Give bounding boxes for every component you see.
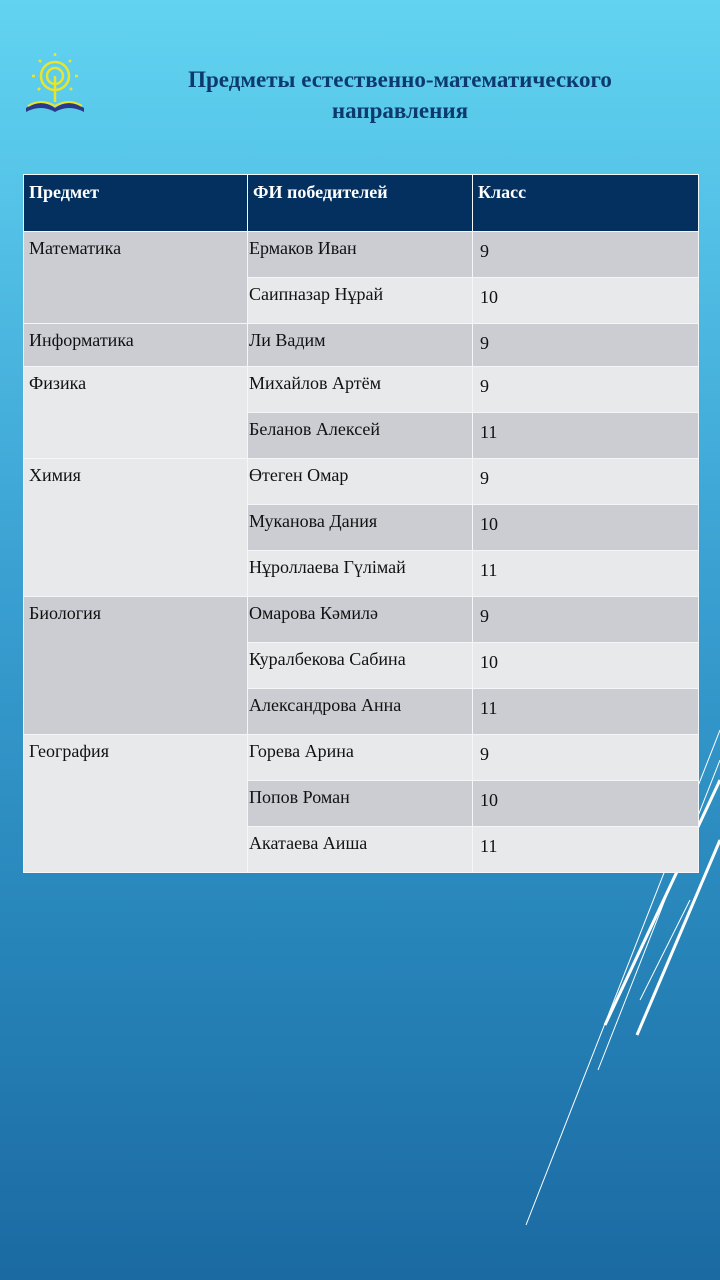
name-cell: Өтеген Омар xyxy=(248,459,473,505)
grade-cell: 11 xyxy=(473,827,699,873)
name-cell: Нұроллаева Гүлімай xyxy=(248,551,473,597)
page-title: Предметы естественно-математического направления xyxy=(188,67,612,123)
table-row xyxy=(24,597,699,643)
name-cell: Ермаков Иван xyxy=(248,232,473,278)
subject-cell: Физика xyxy=(24,367,248,459)
table-row xyxy=(24,367,699,413)
table-row xyxy=(24,459,699,505)
school-logo xyxy=(24,52,86,116)
grade-cell: 11 xyxy=(473,551,699,597)
grade-cell: 9 xyxy=(473,597,699,643)
table-row xyxy=(24,324,699,367)
grade-cell: 10 xyxy=(473,505,699,551)
grade-cell: 9 xyxy=(473,735,699,781)
subject-cell: Биология xyxy=(24,597,248,735)
subject-cell: Химия xyxy=(24,459,248,597)
winners-table xyxy=(23,174,699,873)
grade-cell: 9 xyxy=(473,367,699,413)
header-grade: Класс xyxy=(473,175,699,232)
name-cell: Попов Роман xyxy=(248,781,473,827)
grade-cell: 10 xyxy=(473,781,699,827)
grade-cell: 10 xyxy=(473,278,699,324)
grade-cell: 9 xyxy=(473,324,699,367)
name-cell: Саипназар Нұрай xyxy=(248,278,473,324)
grade-cell: 11 xyxy=(473,413,699,459)
grade-cell: 10 xyxy=(473,643,699,689)
grade-cell: 11 xyxy=(473,689,699,735)
name-cell: Беланов Алексей xyxy=(248,413,473,459)
table-header-row xyxy=(24,175,699,232)
name-cell: Александрова Анна xyxy=(248,689,473,735)
table-row xyxy=(24,735,699,781)
name-cell: Ли Вадим xyxy=(248,324,473,367)
table-row xyxy=(24,232,699,278)
name-cell: Муканова Дания xyxy=(248,505,473,551)
header-name: ФИ победителей xyxy=(248,175,473,232)
name-cell: Горева Арина xyxy=(248,735,473,781)
grade-cell: 9 xyxy=(473,459,699,505)
subject-cell: Математика xyxy=(24,232,248,324)
subject-cell: Информатика xyxy=(24,324,248,367)
name-cell: Омарова Кәмилә xyxy=(248,597,473,643)
name-cell: Михайлов Артём xyxy=(248,367,473,413)
header-subject: Предмет xyxy=(24,175,248,232)
grade-cell: 9 xyxy=(473,232,699,278)
name-cell: Акатаева Аиша xyxy=(248,827,473,873)
subject-cell: География xyxy=(24,735,248,873)
name-cell: Куралбекова Сабина xyxy=(248,643,473,689)
